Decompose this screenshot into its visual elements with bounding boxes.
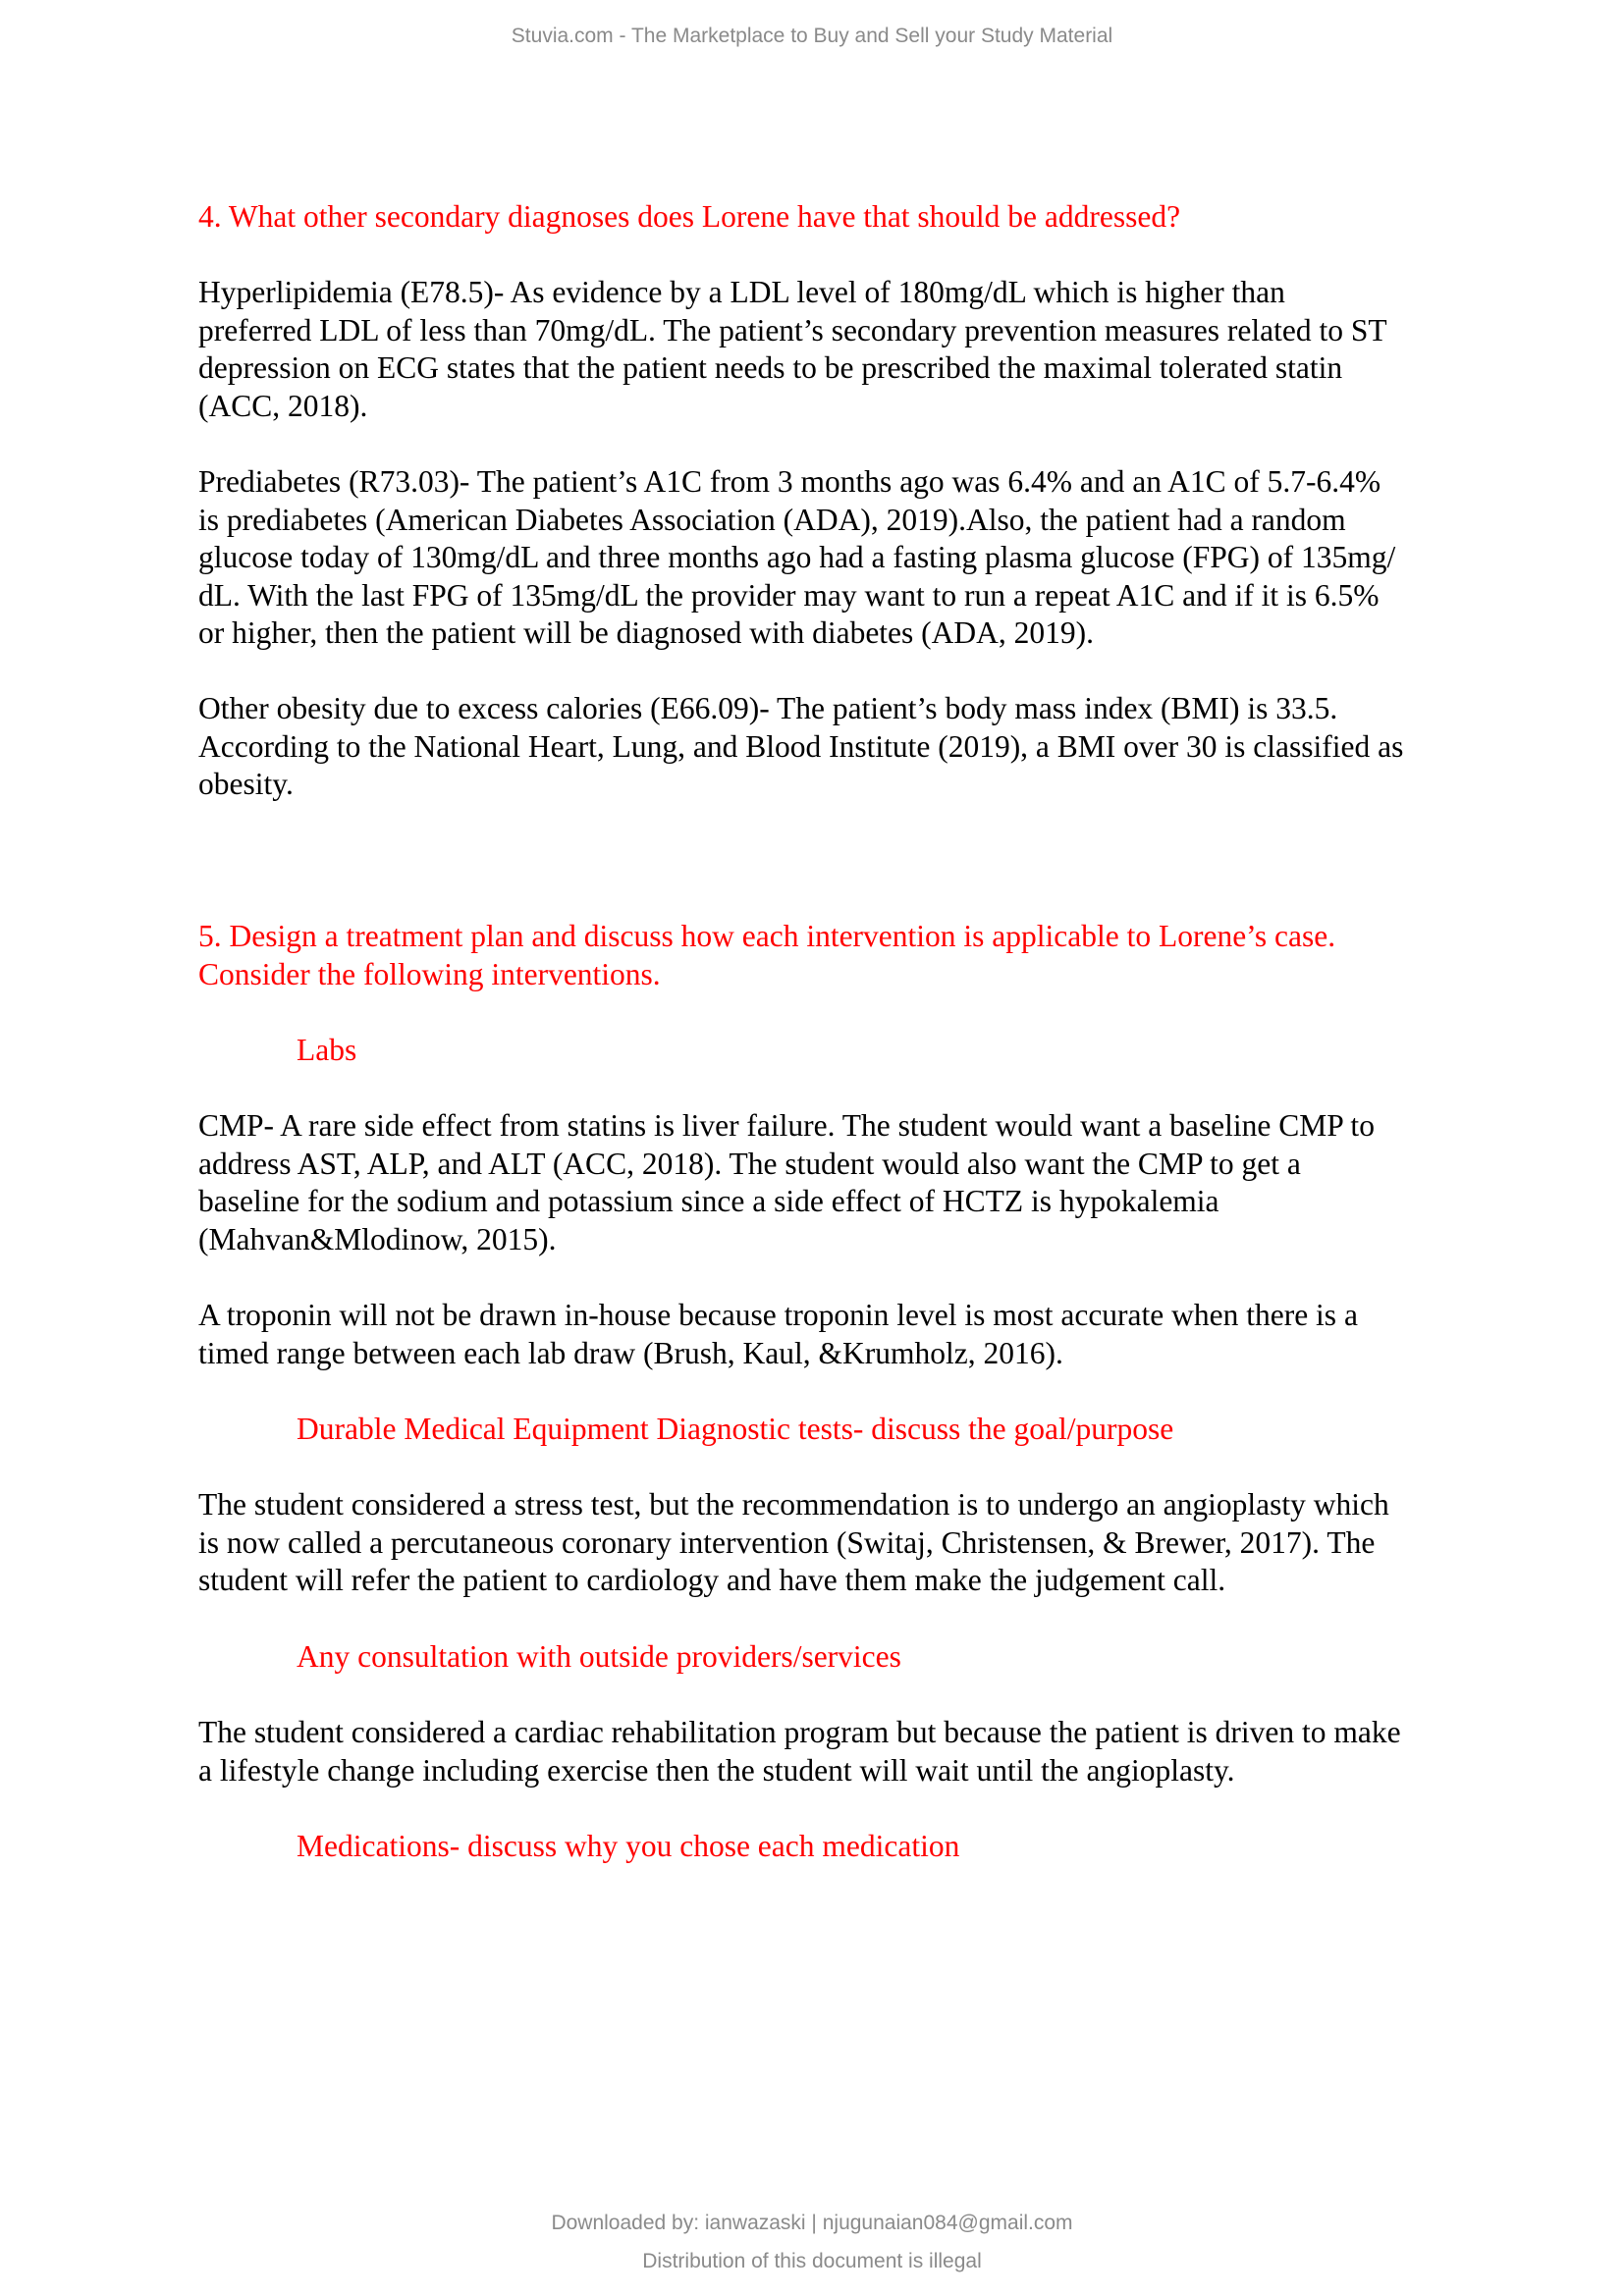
text-line: a lifestyle change including exercise then the student will wait until the angioplasty. — [198, 1752, 1235, 1788]
text-line: The student considered a stress test, but the recommendation is to undergo an angioplasty which — [198, 1487, 1389, 1522]
troponin-paragraph — [198, 1297, 1494, 1372]
text-line: timed range between each lab draw (Brush, Kaul, &Krumholz, 2016). — [198, 1335, 1063, 1370]
prediabetes-paragraph — [198, 463, 1494, 653]
text-line: dL. With the last FPG of 135mg/dL the provider may want to run a repeat A1C and if it is 6.5% — [198, 577, 1380, 613]
dme-subheading: Durable Medical Equipment Diagnostic tests- discuss the goal/purpose — [297, 1412, 1174, 1446]
hyperlipidemia-paragraph — [198, 274, 1494, 425]
text-line: address AST, ALP, and ALT (ACC, 2018). The student would also want the CMP to get a — [198, 1146, 1301, 1181]
text-line: baseline for the sodium and potassium since a side effect of HCTZ is hypokalemia — [198, 1184, 1219, 1218]
text-line: A troponin will not be drawn in-house because troponin level is most accurate when there is a — [198, 1298, 1358, 1332]
text-line: (Mahvan&Mlodinow, 2015). — [198, 1221, 557, 1256]
text-line: obesity. — [198, 767, 294, 801]
heading-line: 5. Design a treatment plan and discuss how each intervention is applicable to Lorene’s case. — [198, 919, 1336, 953]
heading-line: Consider the following interventions. — [198, 956, 661, 991]
text-line: depression on ECG states that the patient needs to be prescribed the maximal tolerated statin — [198, 350, 1343, 385]
text-line: (ACC, 2018). — [198, 388, 368, 423]
text-line: Other obesity due to excess calories (E66.09)- The patient’s body mass index (BMI) is 33.5. — [198, 691, 1338, 725]
obesity-paragraph — [198, 690, 1494, 804]
text-line: is now called a percutaneous coronary intervention (Switaj, Christensen, & Brewer, 2017). The — [198, 1524, 1376, 1560]
medications-subheading: Medications- discuss why you chose each medication — [297, 1829, 960, 1863]
distribution-warning-watermark: Distribution of this document is illegal — [642, 2250, 982, 2272]
text-line: preferred LDL of less than 70mg/dL. The patient’s secondary prevention measures related to ST — [198, 312, 1387, 347]
text-line: Prediabetes (R73.03)- The patient’s A1C from 3 months ago was 6.4% and an A1C of 5.7-6.4% — [198, 464, 1381, 499]
text-line: CMP- A rare side effect from statins is liver failure. The student would want a baseline CMP to — [198, 1108, 1375, 1143]
text-line: is prediabetes (American Diabetes Association (ADA), 2019).Also, the patient had a random — [198, 502, 1346, 537]
stress-test-paragraph — [198, 1486, 1494, 1600]
question-5-heading — [198, 918, 1494, 993]
text-line: According to the National Heart, Lung, and Blood Institute (2019), a BMI over 30 is classified as — [198, 728, 1404, 764]
cmp-paragraph — [198, 1107, 1494, 1258]
labs-subheading: Labs — [297, 1033, 357, 1067]
cardiac-rehab-paragraph — [198, 1714, 1494, 1789]
consultation-subheading: Any consultation with outside providers/services — [297, 1639, 901, 1674]
text-line: glucose today of 130mg/dL and three months ago had a fasting plasma glucose (FPG) of 135mg/ — [198, 540, 1396, 574]
stuvia-header-watermark: Stuvia.com - The Marketplace to Buy and Sell your Study Material — [511, 25, 1113, 47]
text-line: student will refer the patient to cardiology and have them make the judgement call. — [198, 1563, 1226, 1597]
downloaded-by-watermark: Downloaded by: ianwazaski | njugunaian084@gmail.com — [551, 2212, 1073, 2234]
text-line: The student considered a cardiac rehabilitation program but because the patient is driven to make — [198, 1715, 1401, 1749]
text-line: Hyperlipidemia (E78.5)- As evidence by a LDL level of 180mg/dL which is higher than — [198, 275, 1285, 309]
text-line: or higher, then the patient will be diagnosed with diabetes (ADA, 2019). — [198, 615, 1095, 650]
question-4-heading: 4. What other secondary diagnoses does Lorene have that should be addressed? — [198, 199, 1181, 234]
